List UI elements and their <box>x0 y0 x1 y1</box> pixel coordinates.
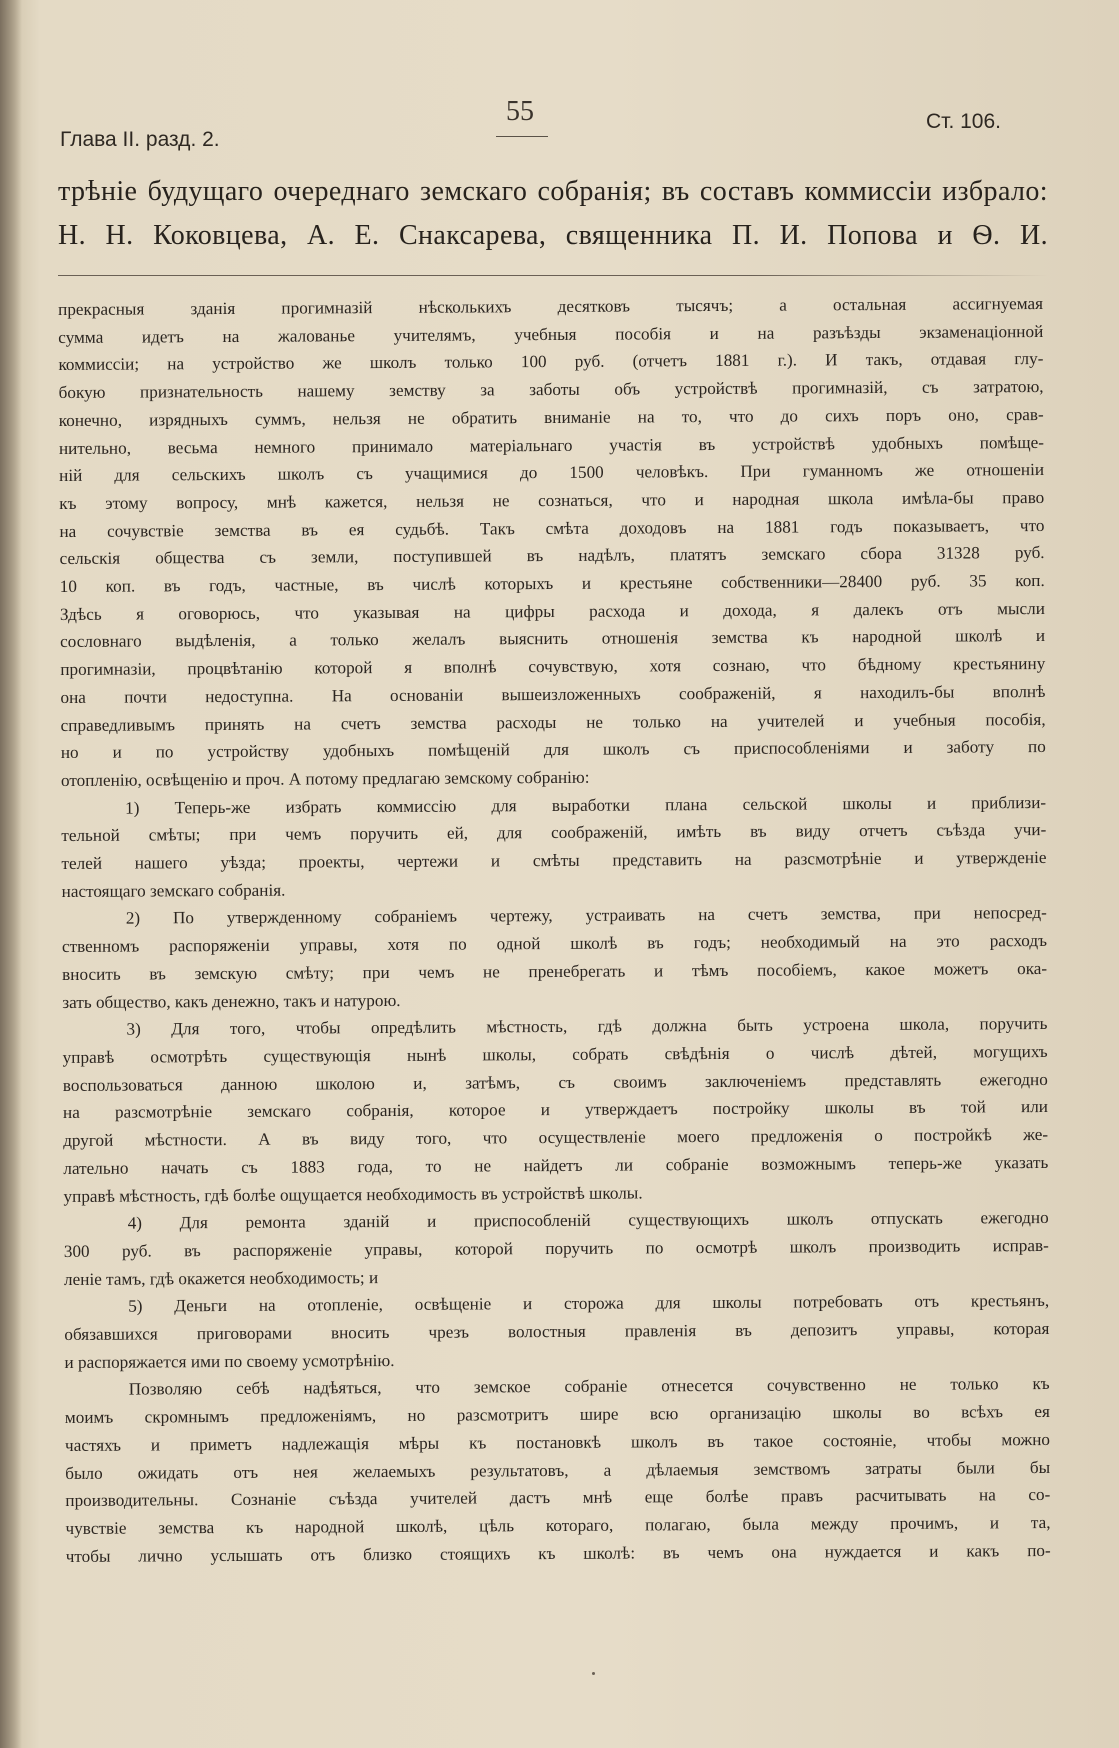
text-line: ственномъ распоряженіи управы, хотя по одной школѣ въ годъ; необходимый на это расходъ <box>61 931 1048 957</box>
text-line: Здѣсь я оговорюсь, что указывая на цифры расхода и дохода, я далекъ отъ мысли <box>59 598 1045 624</box>
heading-line: Н. Н. Коковцева, А. Е. Снаксарева, священника П. И. Попова и Ѳ. И. <box>58 220 1048 251</box>
text-line: она почти недоступна. На основаніи вышеизложенныхъ соображеній, я находилъ-бы вполнѣ <box>60 681 1046 707</box>
text-line: телей нашего уѣзда; проекты, чертежи и смѣты представить на разсмотрѣніе и утвержденіе <box>61 848 1047 874</box>
text-line: лательно начать съ 1883 года, то не найдетъ ли собраніе возможнымъ теперь-же указать <box>63 1152 1049 1178</box>
paragraph-item-4-cont <box>64 1232 1049 1293</box>
text-line: 3) Для того, чтобы опредѣлить мѣстность, гдѣ должна быть устроена школа, поручить <box>126 1014 1048 1039</box>
text-line: Позволяю себѣ надѣяться, что земское собраніе отнесется сочувственно не только къ <box>128 1374 1050 1400</box>
text-line: управѣ мѣстность, гдѣ болѣе ощущается необходимость въ устройствѣ школы. <box>63 1182 643 1206</box>
print-speck <box>592 1672 595 1675</box>
text-line: было ожидать отъ нея желаемыхъ результатовъ, а дѣлаемыя земствомъ затраты были бы <box>65 1457 1051 1483</box>
text-line: 4) Для ремонта зданій и приспособленій существующихъ школъ отпускать ежегодно <box>127 1208 1049 1233</box>
text-line: чувствіе земства къ народной школѣ, цѣль котораго, полагаю, была между прочимъ, и та, <box>65 1512 1051 1538</box>
paragraph-item-1-cont <box>61 816 1046 905</box>
text-line: тельной смѣты; при чемъ поручить ей, для соображеній, имѣть въ виду отчетъ съѣзда учи- <box>61 820 1047 846</box>
text-line: нительно, весьма немного принимало матеріальнаго участія въ устройствѣ удобныхъ помѣще- <box>58 432 1044 458</box>
text-line: къ этому вопросу, мнѣ кажется, нельзя не сознаться, что и народная школа имѣла-бы право <box>59 487 1045 513</box>
text-line: производительны. Сознаніе съѣзда учителей дастъ мнѣ еще болѣе правъ расчитывать на со- <box>65 1485 1051 1511</box>
heading-line: трѣніе будущаго очереднаго земскаго собранія; въ составъ коммиссіи избрало: <box>58 176 1048 207</box>
text-line: обязавшихся приговорами вносить чрезъ волостныя правленія въ депозитъ управы, которая <box>64 1318 1050 1344</box>
paragraph-closing-cont <box>65 1398 1051 1570</box>
continued-heading-text <box>58 170 1048 258</box>
chapter-reference: Глава II. разд. 2. <box>60 128 220 151</box>
paragraph-item-5-cont <box>64 1315 1049 1376</box>
section-separator <box>58 275 1048 276</box>
text-line: и распоряжается ими по своему усмотрѣнію. <box>64 1350 395 1372</box>
text-line: чтобы лично услышать отъ близко стоящихъ къ школѣ: въ чемъ она нуждается и какъ по- <box>65 1540 1051 1566</box>
text-line: 300 руб. въ распоряженіе управы, которой поручить по осмотрѣ школъ производить исправ- <box>63 1235 1049 1261</box>
body-text <box>58 290 1051 1570</box>
article-reference: Ст. 106. <box>926 110 1001 133</box>
text-line: но и по устройству удобныхъ помѣщеній для школъ съ приспособленіями и заботу по <box>60 737 1046 763</box>
text-line: вносить въ земскую смѣту; при чемъ не пренебрегать и тѣмъ пособіемъ, какое можетъ ока- <box>62 958 1048 984</box>
paragraph-item-3-cont <box>63 1038 1049 1210</box>
text-line: моимъ скромнымъ предложеніямъ, но разсмотритъ шире всю организацію школы во всѣхъ ея <box>64 1402 1050 1428</box>
text-line: 1) Теперь-же избрать коммиссію для выработки плана сельской школы и приблизи- <box>125 792 1047 818</box>
text-line: воспользоваться данною школою и, затѣмъ, съ своимъ заключеніемъ представлять ежегодно <box>62 1069 1048 1095</box>
text-line: настоящаго земскаго собранія. <box>61 880 286 901</box>
text-line: прогимназіи, процвѣтанію которой я вполнѣ сочувствую, хотя сознаю, что бѣдному крестьянину <box>60 654 1046 680</box>
text-line: другой мѣстности. А въ виду того, что осуществленіе моего предложенія о постройкѣ же- <box>63 1125 1049 1151</box>
text-line: на сочувствіе земства въ ея судьбѣ. Такъ смѣта доходовъ на 1881 годъ показываетъ, что <box>59 515 1045 541</box>
page-number: 55 <box>506 96 534 127</box>
text-line: леніе тамъ, гдѣ окажется необходимость; и <box>63 1267 379 1289</box>
text-line: конечно, изрядныхъ суммъ, нельзя не обратить вниманіе на то, что до сихъ поръ оно, срав- <box>58 404 1044 430</box>
text-line: бокую признательность нашему земству за заботы объ устройствѣ прогимназій, съ затратою, <box>58 377 1044 403</box>
paragraph <box>58 290 1046 795</box>
text-line: управѣ осмотрѣть существующія нынѣ школы, собрать свѣдѣнія о числѣ дѣтей, могущихъ <box>62 1041 1048 1067</box>
text-line: сельскія общества съ земли, поступившей въ надѣлъ, платятъ земскаго сбора 31328 руб. <box>59 543 1045 569</box>
text-line: прекрасныя зданія прогимназій нѣсколькихъ десятковъ тысячъ; а остальная ассигнуемая <box>58 293 1044 319</box>
text-line: справедливымъ принять на счетъ земства расходы не только на учителей и учебныя пособія, <box>60 709 1046 735</box>
text-line: 10 коп. въ годъ, частные, въ числѣ которыхъ и крестьяне собственники—28400 руб. 35 коп. <box>59 571 1045 597</box>
text-line: сумма идетъ на жалованье учителямъ, учебныя пособія и на разъѣзды экзаменаціонной <box>58 321 1044 347</box>
text-line: коммиссіи; на устройство же школъ только 100 руб. (отчетъ 1881 г.). И такъ, отдавая глу- <box>58 349 1044 375</box>
text-line: сословнаго выдѣленія, а только желалъ выяснить отношенія земства къ народной школѣ и <box>60 626 1046 652</box>
text-line: 2) По утвержденному собраніемъ чертежу, устраивать на счетъ земства, при непосред- <box>125 903 1047 929</box>
text-line: на разсмотрѣніе земскаго собранія, которое и утверждаетъ постройку школы въ той или <box>62 1097 1049 1123</box>
text-line: ній для сельскихъ школъ съ учащимися до 1500 человѣкъ. При гуманномъ же отношеніи <box>59 460 1045 486</box>
text-line: зать общество, какъ денежно, такъ и натурою. <box>62 990 401 1012</box>
paragraph-item-2-cont <box>62 927 1047 1016</box>
page-number-rule <box>496 136 548 137</box>
text-line: отопленію, освѣщенію и проч. А потому предлагаю земскому собранію: <box>60 767 590 790</box>
text-line: частяхъ и приметъ надлежащія мѣры къ постановкѣ школъ въ такое состояніе, чтобы можно <box>64 1429 1051 1455</box>
text-line: 5) Деньги на отопленіе, освѣщеніе и сторожа для школы потребовать отъ крестьянъ, <box>128 1291 1050 1316</box>
book-spine-shadow <box>0 0 22 1748</box>
